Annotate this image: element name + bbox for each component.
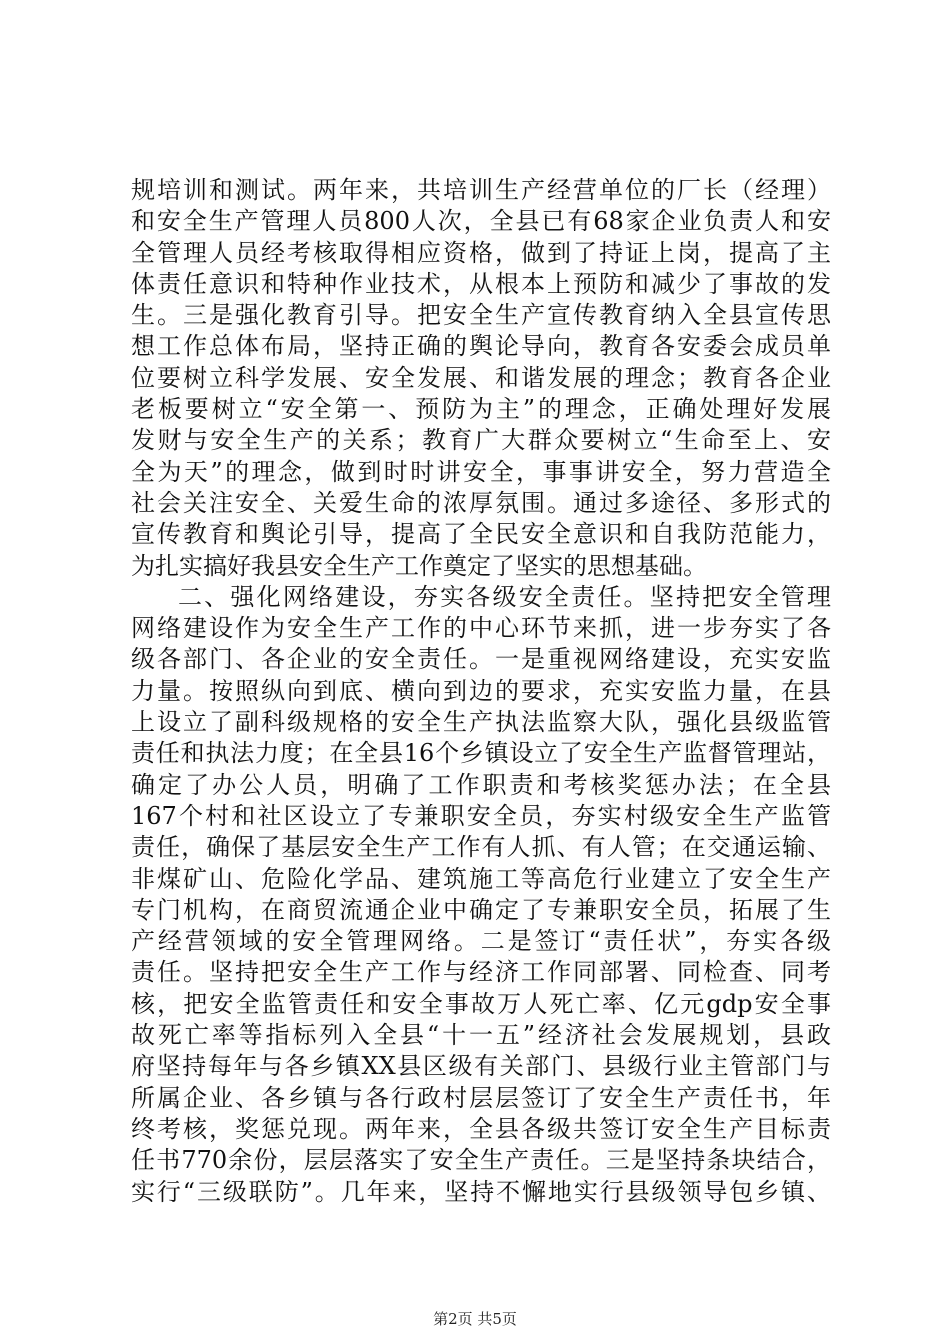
text-line: 级各部门、各企业的安全责任。一是重视网络建设，充实安监: [131, 645, 831, 674]
page-footer: [0, 1308, 950, 1329]
text-line: 终考核，奖惩兑现。两年来，全县各级共签订安全生产目标责: [131, 1114, 831, 1143]
text-line: 体责任意识和特种作业技术，从根本上预防和减少了事故的发: [131, 269, 831, 298]
section-heading-line: 二、强化网络建设，夯实各级安全责任。坚持把安全管理: [178, 582, 831, 611]
text-line: 发财与安全生产的关系；教育广大群众要树立“生命至上、安: [131, 426, 831, 455]
text-line: 专门机构，在商贸流通企业中确定了专兼职安全员，拓展了生: [131, 895, 831, 924]
text-line: 和安全生产管理人员800人次，全县已有68家企业负责人和安: [131, 207, 831, 236]
text-line: 宣传教育和舆论引导，提高了全民安全意识和自我防范能力，: [131, 520, 831, 549]
text-line: 产经营领域的安全管理网络。二是签订“责任状”，夯实各级: [131, 927, 831, 956]
text-line: 实行“三级联防”。几年来，坚持不懈地实行县级领导包乡镇、: [131, 1177, 831, 1206]
text-line: 167个村和社区设立了专兼职安全员，夯实村级安全生产监管: [131, 801, 831, 830]
text-line: 全为天”的理念，做到时时讲安全，事事讲安全，努力营造全: [131, 457, 831, 486]
text-line: 力量。按照纵向到底、横向到边的要求，充实安监力量，在县: [131, 676, 831, 705]
text-line: 上设立了副科级规格的安全生产执法监察大队，强化县级监管: [131, 708, 831, 737]
text-line: 为扎实搞好我县安全生产工作奠定了坚实的思想基础。: [131, 551, 707, 580]
text-line: 非煤矿山、危险化学品、建筑施工等高危行业建立了安全生产: [131, 864, 831, 893]
text-line: 规培训和测试。两年来，共培训生产经营单位的厂长（经理）: [131, 176, 831, 204]
text-line: 想工作总体布局，坚持正确的舆论导向，教育各安委会成员单: [131, 332, 831, 361]
text-line: 位要树立科学发展、安全发展、和谐发展的理念；教育各企业: [131, 363, 831, 392]
text-line: 确定了办公人员，明确了工作职责和考核奖惩办法；在全县: [131, 770, 831, 799]
text-line: 核，把安全监管责任和安全事故万人死亡率、亿元gdp安全事: [131, 989, 831, 1018]
text-line: 全管理人员经考核取得相应资格，做到了持证上岗，提高了主: [131, 238, 831, 267]
text-line: 府坚持每年与各乡镇XX县区级有关部门、县级行业主管部门与: [131, 1052, 831, 1081]
text-line: 责任和执法力度；在全县16个乡镇设立了安全生产监督管理站，: [131, 739, 831, 768]
text-line: 故死亡率等指标列入全县“十一五”经济社会发展规划，县政: [131, 1021, 831, 1050]
body-text: [131, 175, 831, 1208]
text-line: 生。三是强化教育引导。把安全生产宣传教育纳入全县宣传思: [131, 301, 831, 330]
text-line: 责任，确保了基层安全生产工作有人抓、有人管；在交通运输、: [131, 833, 831, 862]
text-line: 老板要树立“安全第一、预防为主”的理念，正确处理好发展: [131, 395, 831, 424]
text-line: 社会关注安全、关爱生命的浓厚氛围。通过多途径、多形式的: [131, 488, 831, 517]
page-number: 第2页 共5页: [433, 1310, 517, 1328]
text-line: 任书770余份，层层落实了安全生产责任。三是坚持条块结合，: [131, 1146, 831, 1175]
text-line: 所属企业、各乡镇与各行政村层层签订了安全生产责任书，年: [131, 1083, 831, 1112]
text-line: 网络建设作为安全生产工作的中心环节来抓，进一步夯实了各: [131, 614, 831, 643]
text-line: 责任。坚持把安全生产工作与经济工作同部署、同检查、同考: [131, 958, 831, 987]
